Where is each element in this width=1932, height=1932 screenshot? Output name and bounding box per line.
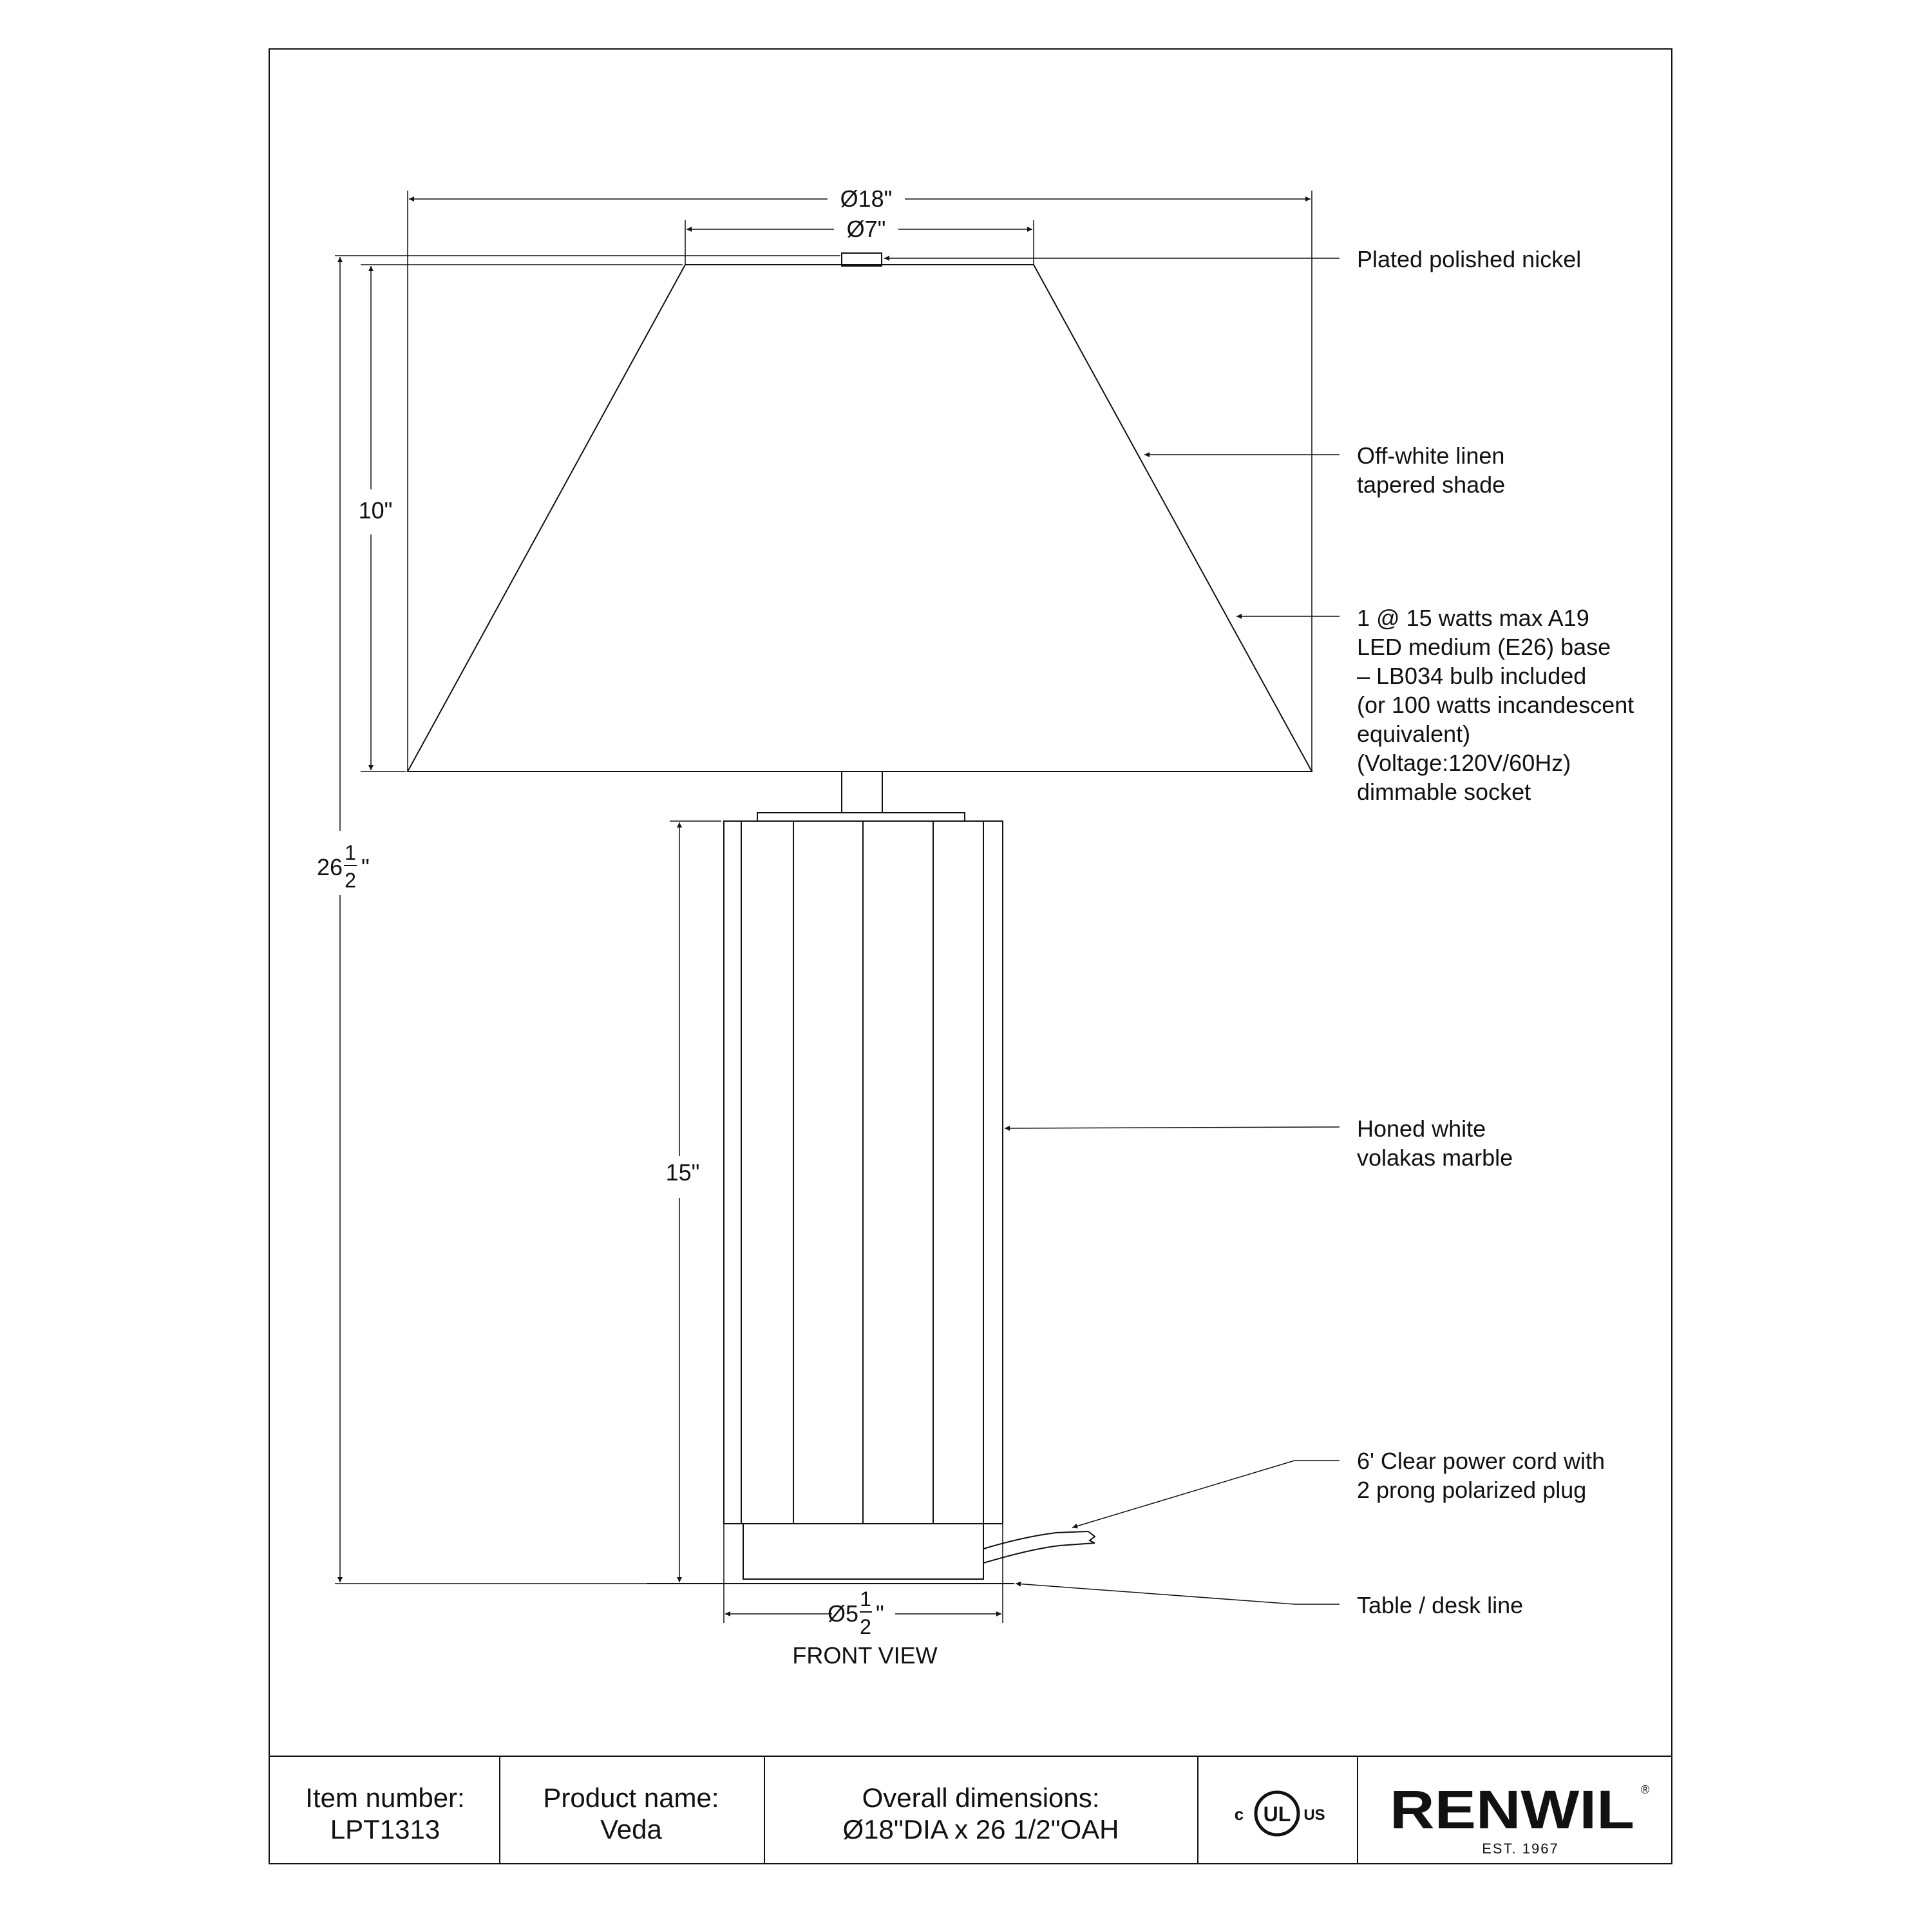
callout-line: Honed white: [1357, 1115, 1486, 1142]
overall-dimensions-value: Ø18"DIA x 26 1/2"OAH: [842, 1814, 1119, 1844]
overall-height-num: 1: [345, 841, 356, 864]
product-name-value: Veda: [600, 1814, 662, 1844]
title-block: [269, 1756, 1672, 1864]
shade-height-label: 10": [358, 497, 393, 524]
brand-registered: ®: [1641, 1783, 1650, 1796]
callout-line: Table / desk line: [1357, 1592, 1524, 1618]
callout-line: volakas marble: [1357, 1144, 1513, 1171]
callout-finial: [1357, 246, 1581, 272]
callout-line: LED medium (E26) base: [1357, 634, 1611, 660]
lamp-shade: [408, 265, 1312, 772]
callout-table: [1357, 1592, 1523, 1618]
overall-dimensions-label: Overall dimensions:: [862, 1783, 1100, 1813]
overall-height-den: 2: [345, 869, 356, 892]
callout-line: 1 @ 15 watts max A19: [1357, 605, 1589, 631]
callout-line: tapered shade: [1357, 471, 1506, 498]
view-label: FRONT VIEW: [792, 1642, 938, 1669]
ul-mark-c: c: [1234, 1804, 1244, 1824]
callout-line: 2 prong polarized plug: [1357, 1477, 1587, 1503]
base-diameter-num: 1: [860, 1587, 871, 1611]
power-cord: [983, 1531, 1095, 1563]
base-diameter-tail: ": [876, 1600, 884, 1627]
callout-line: (or 100 watts incandescent: [1357, 692, 1634, 718]
body-top-cap: [757, 813, 965, 821]
base-diameter-prefix: Ø5: [827, 1600, 858, 1627]
brand-name: RENWIL: [1390, 1779, 1634, 1840]
callout-body: [1357, 1115, 1513, 1171]
renwil-logo: [1390, 1779, 1649, 1857]
lamp-neck: [842, 772, 882, 813]
overall-height-whole: 26: [316, 854, 343, 880]
ul-mark-us: US: [1303, 1806, 1325, 1824]
callout-line: – LB034 bulb included: [1357, 663, 1587, 689]
callout-texts: [1357, 246, 1640, 1618]
callout-cord: [1357, 1448, 1611, 1503]
leader-cord: [1072, 1461, 1340, 1528]
lamp-drawing: [408, 253, 1312, 1584]
item-number-value: LPT1313: [330, 1814, 440, 1844]
callout-line: (Voltage:120V/60Hz): [1357, 750, 1571, 776]
base-plinth: [743, 1524, 983, 1579]
callout-line: equivalent): [1357, 721, 1471, 747]
top-diameter-label: Ø7": [846, 216, 886, 242]
shade-diameter-label: Ø18": [840, 185, 893, 212]
dimensions: [317, 185, 1312, 1669]
ul-mark-ul: UL: [1263, 1803, 1291, 1826]
leader-body: [1005, 1127, 1340, 1128]
callout-shade: [1357, 442, 1511, 498]
callout-line: Off-white linen: [1357, 442, 1505, 469]
base-diameter-den: 2: [860, 1615, 871, 1638]
brand-established: EST. 1967: [1482, 1841, 1559, 1857]
overall-height-tail: ": [361, 854, 370, 880]
callout-bulb: [1357, 605, 1640, 805]
leader-table: [1016, 1584, 1340, 1604]
item-number-label: Item number:: [305, 1783, 465, 1813]
ul-certification-mark: [1235, 1792, 1325, 1835]
callout-line: Plated polished nickel: [1357, 246, 1582, 272]
callout-line: dimmable socket: [1357, 779, 1531, 805]
callout-line: 6' Clear power cord with: [1357, 1448, 1605, 1474]
product-name-label: Product name:: [543, 1783, 719, 1813]
callout-leaders: [884, 258, 1340, 1604]
base-height-label: 15": [665, 1159, 700, 1186]
